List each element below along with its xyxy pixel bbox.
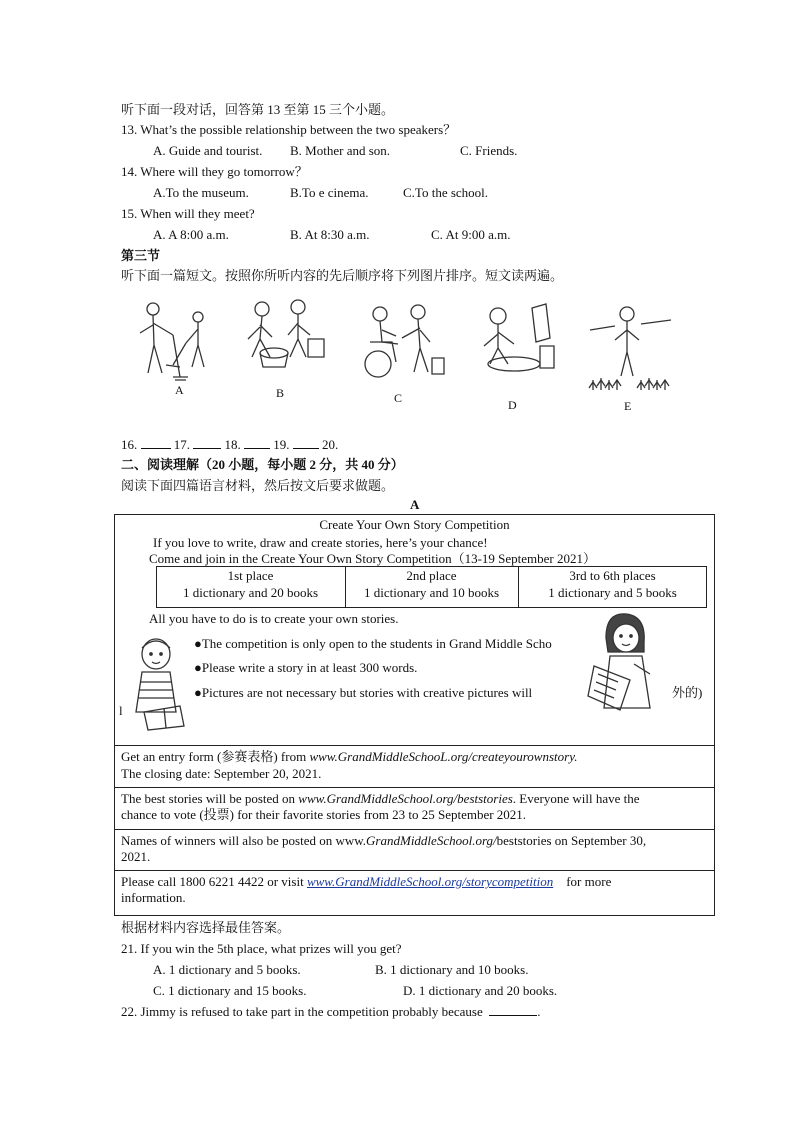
q22-answer-blank[interactable] (489, 1004, 537, 1016)
prize-reward-3: 1 dictionary and 5 books (548, 585, 677, 600)
q15-option-a: A. A 8:00 a.m. (153, 227, 229, 242)
q15-option-b: B. At 8:30 a.m. (290, 227, 370, 242)
order-blanks (121, 436, 338, 453)
q21-option-b: B. 1 dictionary and 10 books. (375, 962, 529, 977)
q13-option-b: B. Mother and son. (290, 143, 391, 158)
q14-option-b: B.To e cinema. (290, 185, 369, 200)
rules-intro: All you have to do is to create your own stories. (149, 611, 399, 626)
ad-separator (114, 787, 715, 788)
prize-place-3: 3rd to 6th places (569, 568, 656, 583)
boy-reading-illustration (126, 632, 190, 732)
winners-url[interactable]: GrandMiddleSchool.org/ (366, 833, 497, 848)
call-text: Please call 1800 6221 4422 or visit (121, 874, 307, 889)
q13-option-a: A. Guide and tourist. (153, 143, 263, 158)
ad-separator (114, 870, 715, 871)
girl-with-picture-illustration (584, 608, 670, 718)
stray-mark: l (119, 703, 123, 718)
passage-label: A (410, 497, 420, 512)
vote-text-end: . Everyone will have the (512, 791, 640, 806)
mcq-instruction: 根据材料内容选择最佳答案。 (121, 920, 291, 935)
closing-date: The closing date: September 20, 2021. (121, 766, 322, 781)
prize-reward-1: 1 dictionary and 20 books (182, 585, 319, 600)
blank-20-label: 20. (322, 437, 339, 452)
reading-instruction: 阅读下面四篇语言材料，然后按文后要求做题。 (121, 478, 395, 493)
picture-label-a: A (175, 383, 184, 397)
picture-d-cooking-illustration (470, 298, 560, 380)
picture-label-e: E (624, 399, 632, 413)
picture-c-wheelchair-illustration (358, 298, 448, 380)
winners-text-end: beststories on September 30, (496, 833, 647, 848)
q14-option-c: C.To the school. (403, 185, 489, 200)
blank-16[interactable] (141, 436, 171, 449)
call-url-link[interactable]: www.GrandMiddleSchool.org/storycompetition (306, 874, 554, 889)
q21-option-c: C. 1 dictionary and 15 books. (153, 983, 307, 998)
picture-e-field-illustration (585, 300, 675, 395)
rule-3-tail: 外的) (672, 685, 703, 700)
entry-form-line (121, 749, 578, 765)
vote-line2: chance to vote (投票) for their favorite stories from 23 to 25 September 2021. (121, 807, 527, 822)
prize-place-1: 1st place (227, 568, 274, 583)
section3-instruction: 听下面一篇短文。按照你所听内容的先后顺序将下列图片排序。短文读两遍。 (121, 268, 564, 283)
vote-text: The best stories will be posted on (121, 791, 299, 806)
rule-2: ●Please write a story in at least 300 words. (194, 660, 418, 675)
winners-line2: 2021. (121, 849, 151, 864)
q21-option-a: A. 1 dictionary and 5 books. (153, 962, 301, 977)
listening-intro: 听下面一段对话，回答第 13 至第 15 三个小题。 (121, 102, 395, 117)
q13-option-c: C. Friends. (460, 143, 518, 158)
question-14: 14. Where will they go tomorrow？ (121, 164, 308, 179)
vote-url[interactable]: www.GrandMiddleSchool.org/beststories (298, 791, 513, 806)
question-21: 21. If you win the 5th place, what prizes will you get? (121, 941, 402, 956)
blank-19-label: 19. (273, 437, 290, 452)
ad-separator (114, 745, 715, 746)
entry-form-url[interactable]: www.GrandMiddleSchooL.org/createyourownstory. (309, 749, 578, 764)
blank-17[interactable] (193, 436, 221, 449)
call-line (121, 874, 611, 890)
call-text-end: for more (566, 874, 612, 889)
rule-3: ●Pictures are not necessary but stories with creative pictures will (194, 685, 533, 700)
question-13: 13. What’s the possible relationship between the two speakers？ (121, 122, 457, 137)
call-line2: information. (121, 890, 186, 905)
prize-place-2: 2nd place (406, 568, 457, 583)
question-22-line: 22. Jimmy is refused to take part in the competition probably because . (121, 1004, 541, 1019)
prize-reward-2: 1 dictionary and 10 books (363, 585, 500, 600)
picture-b-washing-illustration (232, 295, 332, 375)
winners-text: Names of winners will also be posted on www. (121, 833, 367, 848)
blank-18-label: 18. (224, 437, 241, 452)
ad-line1: If you love to write, draw and create stories, here’s your chance! (153, 535, 488, 550)
vote-line (121, 791, 707, 807)
picture-label-d: D (508, 398, 517, 412)
ad-separator (114, 829, 715, 830)
q14-option-a: A.To the museum. (153, 185, 249, 200)
ad-title: Create Your Own Story Competition (319, 517, 510, 532)
blank-19[interactable] (293, 436, 319, 449)
question-15: 15. When will they meet? (121, 206, 255, 221)
winners-line (121, 833, 646, 849)
picture-label-b: B (276, 386, 285, 400)
section3-title: 第三节 (121, 248, 161, 263)
reading-title: 二、阅读理解（20 小题，每小题 2 分，共 40 分） (121, 457, 404, 472)
picture-a-sweeping-illustration (118, 295, 208, 395)
ad-line2: Come and join in the Create Your Own Story Competition（13-19 September 2021） (149, 551, 597, 566)
blank-18[interactable] (244, 436, 270, 449)
q21-option-d: D. 1 dictionary and 20 books. (403, 983, 558, 998)
blank-16-label: 16. (121, 437, 138, 452)
blank-17-label: 17. (173, 437, 190, 452)
question-22: 22. Jimmy is refused to take part in the competition probably because (121, 1004, 483, 1019)
rule-1: ●The competition is only open to the students in Grand Middle Scho (194, 636, 552, 651)
picture-label-c: C (394, 391, 403, 405)
q15-option-c: C. At 9:00 a.m. (431, 227, 511, 242)
entry-form-text: Get an entry form (参赛表格) from (121, 749, 310, 764)
